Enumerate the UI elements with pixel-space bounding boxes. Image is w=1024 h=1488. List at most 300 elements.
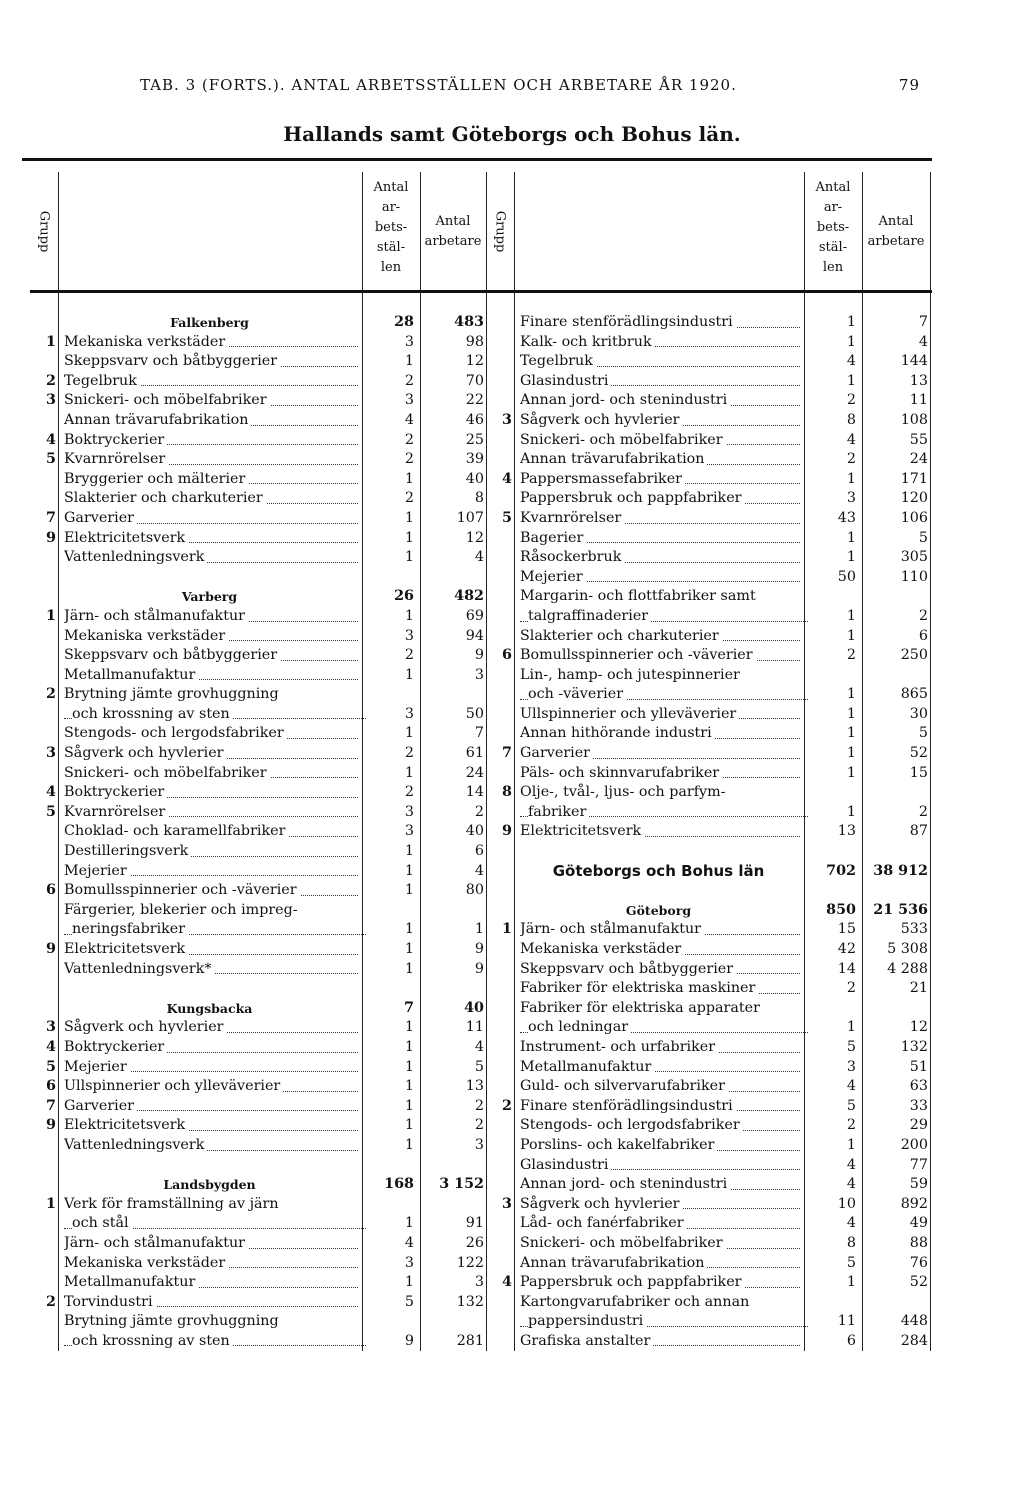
workers-value: 61 <box>465 745 484 762</box>
table-row <box>486 822 932 842</box>
workers-value: 22 <box>465 392 484 409</box>
industry-label: Choklad- och karamellfabriker <box>64 822 358 842</box>
group-number: 6 <box>46 882 56 899</box>
workers-value: 7 <box>474 725 484 742</box>
industry-label: Sågverk och hyvlerier <box>520 411 800 431</box>
spacer-row <box>30 568 488 588</box>
workers-value: 69 <box>465 607 484 624</box>
industry-label: Torvindustri <box>64 1293 358 1313</box>
industry-label: Guld- och silvervarufabriker <box>520 1077 800 1097</box>
group-number: 5 <box>46 1058 56 1075</box>
industry-label: Finare stenförädlingsindustri <box>520 1097 800 1117</box>
industry-label: Pappersbruk och pappfabriker <box>520 1273 800 1293</box>
industry-label: Instrument- och urfabriker <box>520 1038 800 1058</box>
table-row <box>486 999 932 1019</box>
industry-label: Brytning jämte grovhuggning <box>64 1312 358 1332</box>
industry-label: Vattenledningsverk <box>64 1136 358 1156</box>
section-title: Landsbygden <box>64 1175 358 1195</box>
industry-label: Skeppsvarv och båtbyggerier <box>64 646 358 666</box>
table-row <box>486 724 932 744</box>
industry-label: Elektricitetsverk <box>64 940 358 960</box>
group-number: 7 <box>46 509 56 526</box>
workplaces-value: 28 <box>394 314 414 330</box>
table-row <box>30 391 488 411</box>
workplaces-value: 1 <box>404 1215 414 1232</box>
workplaces-value: 2 <box>404 372 414 389</box>
workers-value: 3 <box>474 666 484 683</box>
table-row <box>30 470 488 490</box>
industry-label: Färgerier, blekerier och impreg- <box>64 901 358 921</box>
table-row <box>486 744 932 764</box>
industry-label: Mekaniska verkstäder <box>64 627 358 647</box>
workers-value: 110 <box>900 568 928 585</box>
workers-value: 91 <box>465 1215 484 1232</box>
section-row <box>486 901 932 921</box>
workplaces-value: 1 <box>846 372 856 389</box>
workers-value: 144 <box>900 353 928 370</box>
industry-label: Pappersbruk och pappfabriker <box>520 489 800 509</box>
table-row <box>486 1293 932 1313</box>
industry-label: Vattenledningsverk <box>64 548 358 568</box>
workers-value: 8 <box>474 490 484 507</box>
industry-label: Snickeri- och möbelfabriker <box>520 1234 800 1254</box>
workplaces-value: 2 <box>404 451 414 468</box>
group-number: 3 <box>502 411 512 428</box>
industry-label: Snickeri- och möbelfabriker <box>64 764 358 784</box>
table-row <box>30 685 488 705</box>
group-number: 5 <box>46 451 56 468</box>
workers-value: 482 <box>454 588 484 605</box>
table-row <box>30 764 488 784</box>
industry-label: Fabriker för elektriska maskiner <box>520 979 800 999</box>
table-row <box>486 529 932 549</box>
workplaces-value: 1 <box>846 549 856 566</box>
group-number: 2 <box>502 1097 512 1114</box>
group-number: 3 <box>46 392 56 409</box>
industry-label: Elektricitetsverk <box>64 1116 358 1136</box>
table-row <box>486 685 932 705</box>
table-row <box>486 431 932 451</box>
workers-value: 132 <box>900 1038 928 1055</box>
workplaces-value: 1 <box>404 666 414 683</box>
section-row <box>30 1175 488 1195</box>
workers-value: 5 <box>918 529 928 546</box>
industry-label: Tegelbruk <box>64 372 358 392</box>
industry-label: Boktryckerier <box>64 783 358 803</box>
table-row <box>486 1038 932 1058</box>
table-row <box>486 372 932 392</box>
table-row <box>486 391 932 411</box>
table-row <box>486 1312 932 1332</box>
workplaces-value: 2 <box>846 392 856 409</box>
table-row <box>30 1273 488 1293</box>
workplaces-value: 2 <box>404 647 414 664</box>
industry-label: Skeppsvarv och båtbyggerier <box>520 960 800 980</box>
group-number: 1 <box>46 1195 56 1212</box>
workplaces-value: 3 <box>404 803 414 820</box>
table-row <box>30 803 488 823</box>
industry-label: Kvarnrörelser <box>64 450 358 470</box>
industry-label: Glasindustri <box>520 372 800 392</box>
table-row <box>486 333 932 353</box>
workplaces-value: 2 <box>404 784 414 801</box>
workplaces-value: 1 <box>846 803 856 820</box>
workers-value: 49 <box>909 1215 928 1232</box>
industry-label: talgraffinaderier <box>520 607 808 627</box>
workplaces-value: 1 <box>404 549 414 566</box>
table-row <box>486 783 932 803</box>
workplaces-value: 1 <box>404 607 414 624</box>
workers-value: 5 <box>918 725 928 742</box>
workplaces-value: 1 <box>404 1274 414 1291</box>
workers-value: 892 <box>900 1195 928 1212</box>
industry-label: Mekaniska verkstäder <box>64 1254 358 1274</box>
industry-label: och ledningar <box>520 1018 808 1038</box>
group-number: 9 <box>46 941 56 957</box>
industry-label: Finare stenförädlingsindustri <box>520 313 800 333</box>
workers-value: 4 <box>474 1038 484 1055</box>
table-row <box>486 568 932 588</box>
table-row <box>486 1332 932 1352</box>
stallen-header: Antal ar- bets- stäl- len <box>815 180 851 275</box>
workers-value: 2 <box>474 1097 484 1114</box>
workplaces-value: 4 <box>846 1215 856 1232</box>
industry-label: Snickeri- och möbelfabriker <box>520 431 800 451</box>
group-number: 3 <box>502 1195 512 1212</box>
workers-value: 39 <box>465 451 484 468</box>
workers-value: 46 <box>465 411 484 428</box>
workers-value: 12 <box>465 529 484 546</box>
workers-value: 3 <box>474 1274 484 1291</box>
workers-value: 533 <box>900 921 928 938</box>
table-row <box>30 646 488 666</box>
workplaces-value: 4 <box>846 431 856 448</box>
workers-value: 94 <box>465 627 484 644</box>
industry-label: och -väverier <box>520 685 808 705</box>
group-number: 8 <box>502 784 512 801</box>
table-row <box>486 352 932 372</box>
workers-value: 55 <box>909 431 928 448</box>
group-number: 3 <box>46 745 56 762</box>
spacer-row <box>30 979 488 999</box>
workplaces-value: 2 <box>404 431 414 448</box>
top-rule <box>22 158 932 161</box>
workers-value: 284 <box>900 1332 928 1349</box>
workplaces-value: 10 <box>837 1195 856 1212</box>
table-row <box>486 1136 932 1156</box>
workers-value: 98 <box>465 333 484 350</box>
table-row <box>486 1195 932 1215</box>
workers-value: 40 <box>465 470 484 487</box>
workers-value: 76 <box>909 1254 928 1271</box>
industry-label: Porslins- och kakelfabriker <box>520 1136 800 1156</box>
workers-value: 6 <box>918 627 928 644</box>
industry-label: och krossning av sten <box>64 705 366 725</box>
workplaces-value: 1 <box>404 1117 414 1134</box>
table-row <box>30 1214 488 1234</box>
table-row <box>486 450 932 470</box>
table-row <box>30 1312 488 1332</box>
table-row <box>486 1214 932 1234</box>
table-row <box>30 352 488 372</box>
workers-value: 108 <box>900 411 928 428</box>
workers-value: 1 <box>474 921 484 938</box>
industry-label: Lin-, hamp- och jutespinnerier <box>520 666 800 686</box>
workplaces-value: 3 <box>404 333 414 350</box>
industry-label: Kvarnrörelser <box>64 803 358 823</box>
group-number: 4 <box>502 470 512 487</box>
workers-value: 2 <box>918 607 928 624</box>
table-row <box>30 901 488 921</box>
workers-value: 52 <box>909 745 928 762</box>
workplaces-value: 1 <box>846 607 856 624</box>
table-row <box>486 1097 932 1117</box>
workers-value: 15 <box>909 764 928 781</box>
industry-label: Annan trävarufabrikation <box>520 1254 800 1274</box>
workers-value: 5 <box>474 1058 484 1075</box>
section-title: Varberg <box>64 587 358 607</box>
workers-value: 9 <box>474 647 484 664</box>
table-row <box>486 1234 932 1254</box>
workplaces-value: 8 <box>846 1234 856 1251</box>
industry-label: Annan trävarufabrikation <box>64 411 358 431</box>
section-title: Göteborgs och Bohus län <box>520 862 800 882</box>
workplaces-value: 1 <box>846 1136 856 1153</box>
table-row <box>486 646 932 666</box>
workplaces-value: 4 <box>846 353 856 370</box>
industry-label: Stengods- och lergodsfabriker <box>64 724 358 744</box>
table-row <box>486 1273 932 1293</box>
table-row <box>486 411 932 431</box>
workplaces-value: 7 <box>404 999 414 1016</box>
industry-label: Garverier <box>64 509 358 529</box>
workplaces-value: 1 <box>404 1078 414 1095</box>
workplaces-value: 1 <box>846 627 856 644</box>
workplaces-value: 43 <box>837 509 856 526</box>
workplaces-value: 1 <box>404 960 414 977</box>
workplaces-value: 15 <box>837 921 856 938</box>
table-row <box>30 960 488 980</box>
table-row <box>30 783 488 803</box>
table-row <box>30 489 488 509</box>
workers-value: 63 <box>909 1078 928 1095</box>
workers-value: 2 <box>918 803 928 820</box>
section-title: Kungsbacka <box>64 999 358 1019</box>
industry-label: Stengods- och lergodsfabriker <box>520 1116 800 1136</box>
right-rows <box>486 293 932 1351</box>
table-row <box>30 1195 488 1215</box>
table-row <box>30 333 488 353</box>
industry-label: Ullspinnerier och ylleväverier <box>64 1077 358 1097</box>
workers-value: 120 <box>900 490 928 507</box>
workplaces-value: 8 <box>846 411 856 428</box>
workers-value: 2 <box>474 803 484 820</box>
workplaces-value: 50 <box>837 568 856 585</box>
table-row <box>486 803 932 823</box>
industry-label: Margarin- och flottfabriker samt <box>520 587 800 607</box>
industry-label: Bryggerier och mälterier <box>64 470 358 490</box>
table-row <box>30 1058 488 1078</box>
group-number: 6 <box>502 647 512 664</box>
industry-label: och stål <box>64 1214 366 1234</box>
industry-label: Kalk- och kritbruk <box>520 333 800 353</box>
table-row <box>486 1077 932 1097</box>
workplaces-value: 42 <box>837 941 856 957</box>
industry-label: Mejerier <box>64 862 358 882</box>
workplaces-value: 2 <box>846 980 856 997</box>
workplaces-value: 1 <box>404 941 414 957</box>
workers-value: 38 912 <box>873 862 928 879</box>
workplaces-value: 2 <box>846 1117 856 1134</box>
table-row <box>30 607 488 627</box>
table-row <box>486 489 932 509</box>
workers-value: 29 <box>909 1117 928 1134</box>
table-row <box>30 666 488 686</box>
workers-value: 9 <box>474 941 484 957</box>
page-subtitle: Hallands samt Göteborgs och Bohus län. <box>283 122 741 146</box>
workplaces-value: 1 <box>404 1097 414 1114</box>
table-row <box>30 529 488 549</box>
industry-label: Sågverk och hyvlerier <box>520 1195 800 1215</box>
industry-label: fabriker <box>520 803 808 823</box>
table-row <box>30 1097 488 1117</box>
workplaces-value: 1 <box>404 529 414 546</box>
group-number: 1 <box>46 607 56 624</box>
table-row <box>30 372 488 392</box>
workplaces-value: 2 <box>846 647 856 664</box>
workplaces-value: 1 <box>846 705 856 722</box>
workers-value: 200 <box>900 1136 928 1153</box>
industry-label: Mekaniska verkstäder <box>520 940 800 960</box>
table-row <box>486 1058 932 1078</box>
industry-label: Vattenledningsverk* <box>64 960 358 980</box>
workers-value: 11 <box>465 1019 484 1036</box>
workers-value: 30 <box>909 705 928 722</box>
workplaces-value: 1 <box>404 725 414 742</box>
industry-label: Mejerier <box>64 1058 358 1078</box>
workers-value: 21 536 <box>873 901 928 918</box>
industry-label: Järn- och stålmanufaktur <box>64 1234 358 1254</box>
industry-label: och krossning av sten <box>64 1332 366 1352</box>
workers-value: 52 <box>909 1274 928 1291</box>
industry-label: Pappersmassefabriker <box>520 470 800 490</box>
workers-value: 106 <box>900 509 928 526</box>
workplaces-value: 3 <box>846 490 856 507</box>
workers-value: 21 <box>909 980 928 997</box>
table-row <box>30 862 488 882</box>
workers-value: 5 308 <box>887 941 928 957</box>
workplaces-value: 1 <box>404 862 414 879</box>
industry-label: Sågverk och hyvlerier <box>64 1018 358 1038</box>
industry-label: Råsockerbruk <box>520 548 800 568</box>
industry-label: Annan trävarufabrikation <box>520 450 800 470</box>
workplaces-value: 2 <box>404 745 414 762</box>
workplaces-value: 1 <box>846 745 856 762</box>
workers-value: 26 <box>465 1234 484 1251</box>
industry-label: Garverier <box>520 744 800 764</box>
industry-label: Garverier <box>64 1097 358 1117</box>
workers-value: 33 <box>909 1097 928 1114</box>
workplaces-value: 1 <box>404 353 414 370</box>
industry-label: Boktryckerier <box>64 431 358 451</box>
group-number: 4 <box>502 1274 512 1291</box>
industry-label: Boktryckerier <box>64 1038 358 1058</box>
workers-value: 107 <box>456 509 484 526</box>
table-row <box>30 1332 488 1352</box>
industry-label: Mejerier <box>520 568 800 588</box>
group-number: 9 <box>46 529 56 546</box>
workplaces-value: 6 <box>846 1332 856 1349</box>
industry-label: Päls- och skinnvarufabriker <box>520 764 800 784</box>
group-number: 4 <box>46 431 56 448</box>
workplaces-value: 5 <box>846 1097 856 1114</box>
industry-label: Järn- och stålmanufaktur <box>520 920 800 940</box>
workplaces-value: 3 <box>404 392 414 409</box>
workplaces-value: 1 <box>846 314 856 330</box>
workers-value: 12 <box>465 353 484 370</box>
table-row <box>30 842 488 862</box>
workplaces-value: 3 <box>404 823 414 840</box>
workplaces-value: 4 <box>846 1176 856 1193</box>
table-row <box>30 1038 488 1058</box>
industry-label: Mekaniska verkstäder <box>64 333 358 353</box>
industry-label: Snickeri- och möbelfabriker <box>64 391 358 411</box>
group-number: 5 <box>502 509 512 526</box>
table-row <box>486 607 932 627</box>
workplaces-value: 1 <box>404 1058 414 1075</box>
workers-value: 11 <box>909 392 928 409</box>
workers-value: 4 288 <box>887 960 928 977</box>
workers-value: 9 <box>474 960 484 977</box>
section-row <box>486 862 932 882</box>
workers-value: 250 <box>900 647 928 664</box>
workers-value: 7 <box>918 314 928 330</box>
table-row <box>30 920 488 940</box>
right-table <box>486 172 932 1351</box>
section-row <box>30 999 488 1019</box>
table-row <box>486 1175 932 1195</box>
group-number: 9 <box>46 1117 56 1134</box>
workplaces-value: 13 <box>837 823 856 840</box>
workers-value: 3 152 <box>439 1176 484 1193</box>
section-row <box>30 313 488 333</box>
table-row <box>30 1234 488 1254</box>
workplaces-value: 168 <box>384 1176 414 1193</box>
workplaces-value: 3 <box>404 1254 414 1271</box>
workplaces-value: 11 <box>837 1313 856 1330</box>
section-title: Göteborg <box>520 901 800 921</box>
industry-label: Destilleringsverk <box>64 842 358 862</box>
industry-label: pappersindustri <box>520 1312 808 1332</box>
workplaces-value: 26 <box>394 588 414 605</box>
workers-value: 80 <box>465 882 484 899</box>
industry-label: Annan jord- och stenindustri <box>520 391 800 411</box>
workplaces-value: 4 <box>846 1156 856 1173</box>
industry-label: Ullspinnerier och ylleväverier <box>520 705 800 725</box>
workplaces-value: 4 <box>404 1234 414 1251</box>
workers-value: 483 <box>454 314 484 330</box>
table-row <box>30 705 488 725</box>
running-head <box>140 76 920 94</box>
table-row <box>486 1254 932 1274</box>
section-title: Falkenberg <box>64 313 358 333</box>
group-number: 1 <box>46 333 56 350</box>
workplaces-value: 4 <box>846 1078 856 1095</box>
left-rows <box>30 293 488 1351</box>
industry-label: Slakterier och charkuterier <box>520 627 800 647</box>
arbetare-header: Antal arbetare <box>867 214 925 249</box>
industry-label: Kvarnrörelser <box>520 509 800 529</box>
